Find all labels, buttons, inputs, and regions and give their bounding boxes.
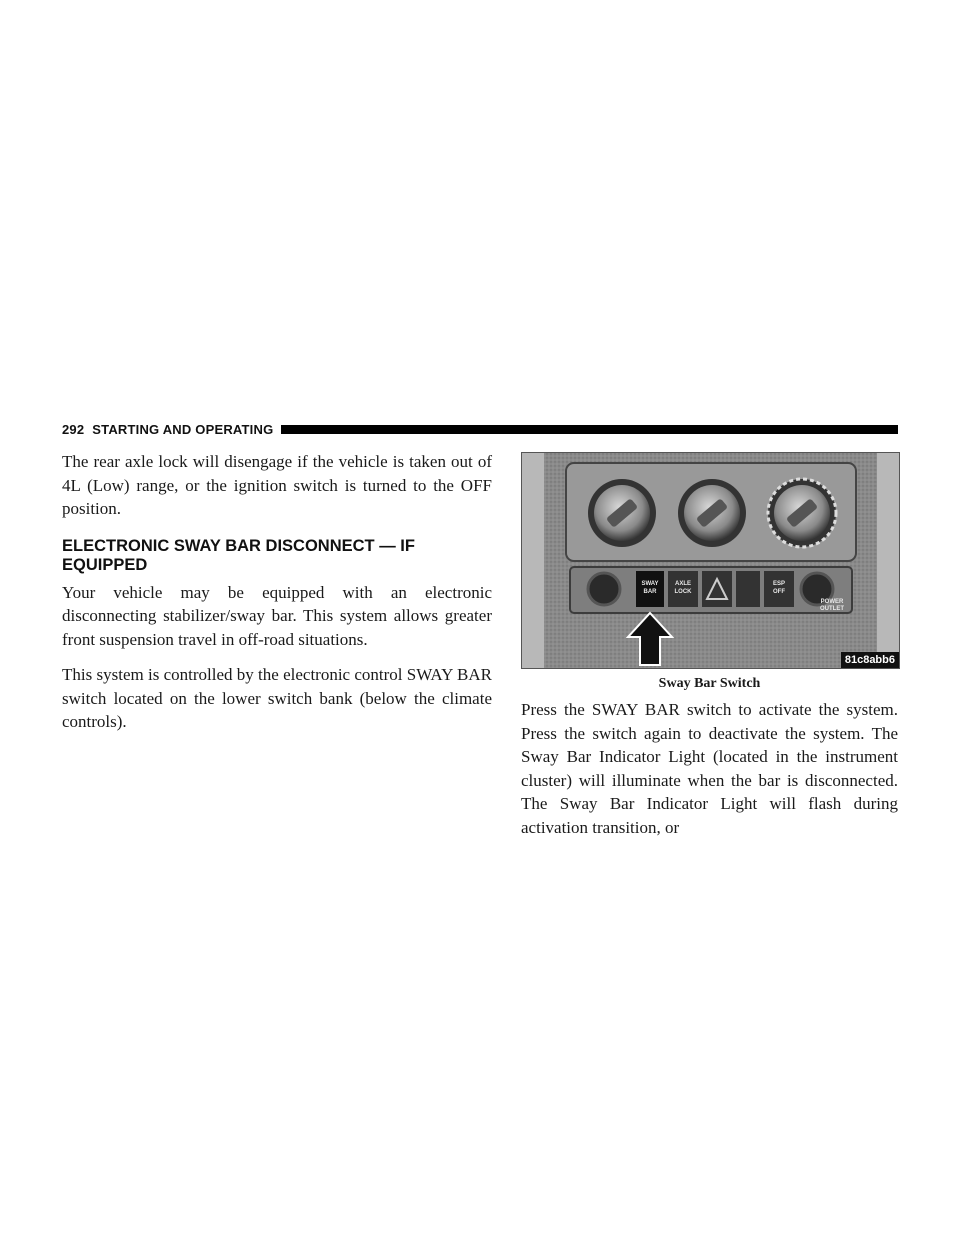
svg-text:POWER: POWER <box>820 599 844 605</box>
body-paragraph-2: This system is controlled by the electronic control SWAY BAR switch located on the lower switch bank (below the climate controls). <box>62 665 492 731</box>
section-title: STARTING AND OPERATING <box>92 421 274 437</box>
section-heading: ELECTRONIC SWAY BAR DISCONNECT — IF EQUIPPED <box>62 536 415 574</box>
left-column <box>62 450 492 746</box>
intro-paragraph: The rear axle lock will disengage if the vehicle is taken out of 4L (Low) range, or the ignition switch is turned to the OFF position. <box>62 452 492 518</box>
esp-off-switch <box>764 571 794 607</box>
sway-bar-switch <box>636 571 664 607</box>
right-column <box>521 452 898 851</box>
axle-lock-switch <box>668 571 698 607</box>
mode-knob <box>678 479 746 547</box>
page-header <box>62 420 898 438</box>
lighter-socket <box>588 573 620 605</box>
svg-text:AXLE: AXLE <box>674 581 692 587</box>
dashboard-illustration <box>522 453 899 668</box>
header-rule <box>281 425 898 434</box>
svg-text:OFF: OFF <box>773 589 785 595</box>
svg-text:BAR: BAR <box>643 589 657 595</box>
body-paragraph-1: Your vehicle may be equipped with an electronic disconnecting stabilizer/sway bar. This system allows greater front suspension travel in off-road situations. <box>62 582 492 649</box>
blank-switch <box>736 571 760 607</box>
svg-text:ESP: ESP <box>772 581 786 587</box>
right-paragraph: Press the SWAY BAR switch to activate the system. Press the switch again to deactivate the system. The Sway Bar Indicator Light (located in the instrument cluster) will illuminate when the bar is disconnected. The Sway Bar Indicator Light will flash during activation transition, or <box>521 700 898 837</box>
svg-text:SWAY: SWAY <box>641 581 659 587</box>
figure-id: 81c8abb6 <box>841 652 899 668</box>
figure-caption: Sway Bar Switch <box>658 676 761 691</box>
page-number: 292 <box>62 421 85 437</box>
fan-knob <box>588 479 656 547</box>
hazard-switch <box>702 571 732 607</box>
temperature-knob <box>768 479 836 547</box>
sway-bar-switch-figure <box>521 452 900 669</box>
svg-text:LOCK: LOCK <box>674 589 692 595</box>
svg-text:OUTLET: OUTLET <box>820 606 844 612</box>
